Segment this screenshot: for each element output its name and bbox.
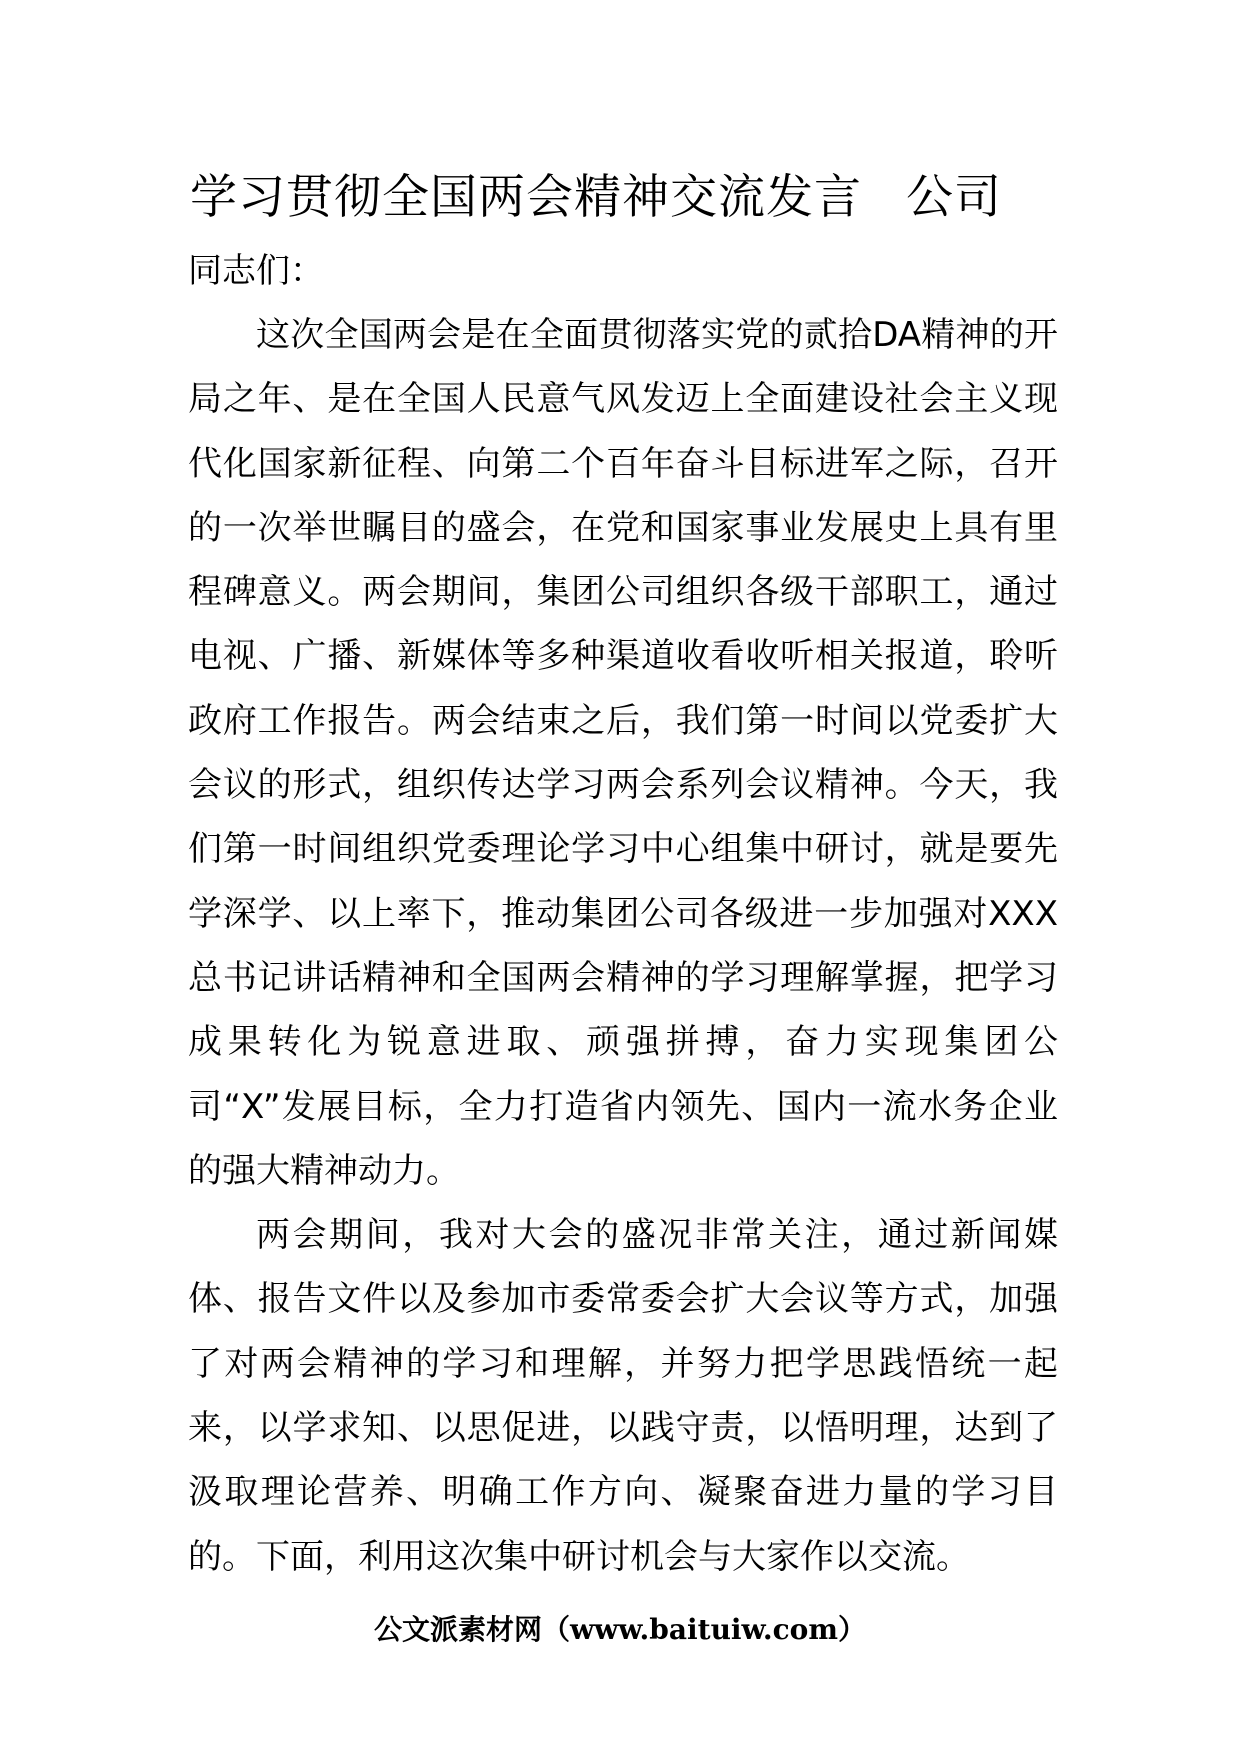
salutation: 同志们：: [188, 251, 324, 291]
paragraph-1: 这次全国两会是在全面贯彻落实党的贰拾DA精神的开局之年、是在全国人民意气风发迈上全面建设社会主义现代化国家新征程、向第二个百年奋斗目标进军之际，召开的一次举世瞩目的盛会，在党和国家事业发展史上具有里程碑意义。两会期间，集团公司组织各级干部职工，通过电视、广播、新媒体等多种渠道收看收听相关报道，聆听政府工作报告。两会结束之后，我们第一时间以党委扩大会议的形式，组织传达学习两会系列会议精神。今天，我们第一时间组织党委理论学习中心组集中研讨，就是要先学深学、以上率下，推动集团公司各级进一步加强对XXX总书记讲话精神和全国两会精神的学习理解掌握，把学习成果转化为锐意进取、顽强拼搏，奋力实现集团公司“X”发展目标，全力打造省内领先、国内一流水务企业的强大精神动力。: [188, 315, 1058, 1191]
source-credit: 公文派素材网（www.baituiw.com）: [374, 1613, 866, 1646]
title-suffix: 公司: [906, 170, 1002, 225]
paragraph-2: 两会期间，我对大会的盛况非常关注，通过新闻媒体、报告文件以及参加市委常委会扩大会议等方式，加强了对两会精神的学习和理解，并努力把学思践悟统一起来，以学求知、以思促进，以践守责，以悟明理，达到了汲取理论营养、明确工作方向、凝聚奋进力量的学习目的。下面，利用这次集中研讨机会与大家作以交流。: [188, 1215, 1058, 1577]
document-title: [190, 168, 1070, 228]
document-body: [188, 239, 1058, 1589]
title-main: 学习贯彻全国两会精神交流发言: [190, 170, 862, 225]
